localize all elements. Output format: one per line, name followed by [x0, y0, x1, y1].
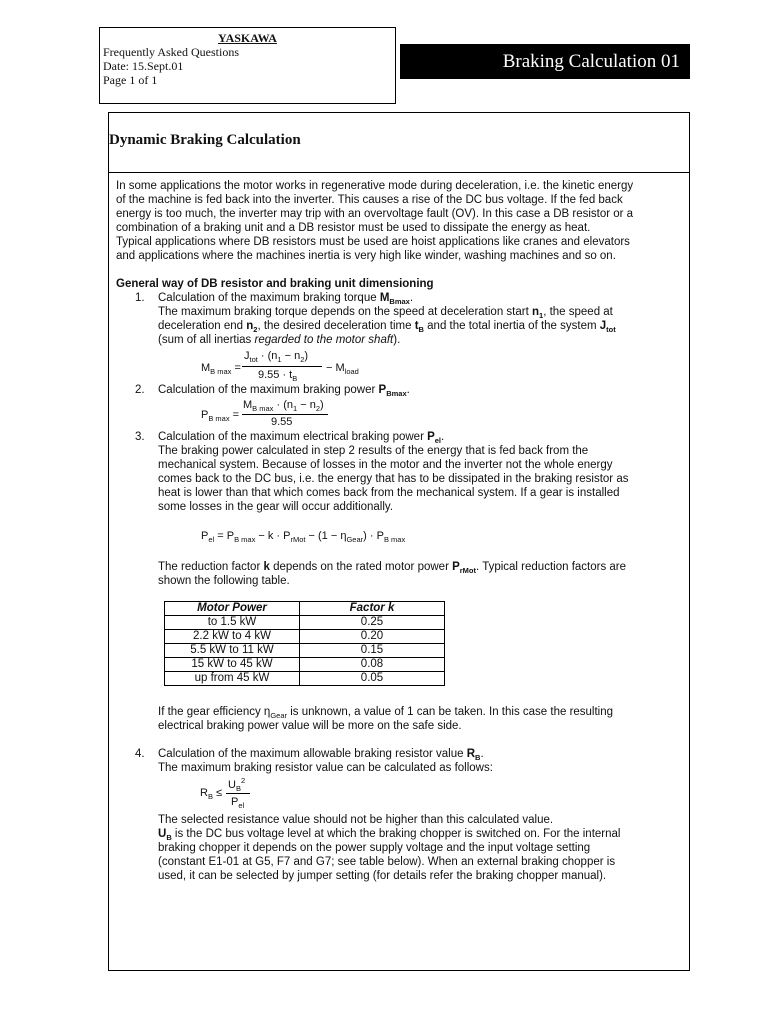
step3-text: The braking power calculated in step 2 results of the energy that is fed back from the: [158, 445, 589, 457]
intro-line: of the machine is fed back into the inverter. This causes a rise of the DC bus voltage. If the fed back: [116, 194, 623, 206]
section-title: Dynamic Braking Calculation: [109, 132, 301, 148]
formula-lhs: $P_{B max}$ =: [201, 409, 240, 423]
table-row: [165, 672, 445, 686]
formula-lhs: $R_B$ ≤: [200, 787, 223, 801]
step4-text: $U_B$ is the DC bus voltage level at which the braking chopper is switched on. For the internal: [158, 828, 621, 842]
reduction-factor-table: [164, 601, 445, 686]
title-banner: [400, 44, 690, 79]
step1-title: Calculation of the maximum braking torque $M_{Bmax}$.: [158, 292, 414, 306]
fraction-bar: [226, 793, 250, 794]
step3-text: some losses in the gear will occur additionally.: [158, 501, 394, 513]
table-cell: 0.15: [300, 644, 445, 658]
step-number: 1.: [135, 292, 145, 304]
doc-date: Date: 15.Sept.01: [103, 59, 184, 73]
table-cell: up from 45 kW: [165, 672, 300, 686]
step-number: 2.: [135, 384, 145, 396]
intro-line: and applications where the machines inertia is very high like winder, washing machines and so on.: [116, 250, 616, 262]
page-number: Page 1 of 1: [103, 73, 158, 87]
formula-numerator: $M_{B max} \cdot (n_1 - n_2)$: [243, 399, 324, 413]
formula-electrical-braking-power: $P_{el} = P_{B max} - k \cdot P_{rMot} - (1 - \eta_{Gear}) \cdot P_{B max}$: [201, 530, 406, 544]
formula-numerator: $J_{tot} \cdot (n_1 - n_2)$: [244, 350, 309, 364]
step3-text: mechanical system. Because of losses in the motor and the inverter not the whole energy: [158, 459, 613, 471]
step-number: 3.: [135, 431, 145, 443]
header-info-box: [99, 27, 396, 104]
table-cell: to 1.5 kW: [165, 616, 300, 630]
table-row: [165, 630, 445, 644]
table-cell: 15 kW to 45 kW: [165, 658, 300, 672]
table-cell: 0.08: [300, 658, 445, 672]
step4-text: The maximum braking resistor value can be calculated as follows:: [158, 762, 493, 774]
general-heading: General way of DB resistor and braking unit dimensioning: [116, 278, 434, 290]
table-cell: 5.5 kW to 11 kW: [165, 644, 300, 658]
doc-type: Frequently Asked Questions: [103, 45, 239, 59]
table-row: [165, 658, 445, 672]
formula-tail: − $M_{load}$: [326, 362, 359, 376]
fraction-bar: [242, 366, 322, 367]
intro-line: Typical applications where DB resistors must be used are hoist applications like cranes and elevators: [116, 236, 630, 248]
step4-text: The selected resistance value should not be higher than this calculated value.: [158, 814, 554, 826]
step-number: 4.: [135, 748, 145, 760]
step3-text: heat is lower than that which comes back from the mechanical system. If a gear is installed: [158, 487, 620, 499]
intro-line: combination of a braking unit and a DB resistor must be used to dissipate the energy as heat.: [116, 222, 591, 234]
step1-text: deceleration end $n_2$, the desired deceleration time $t_B$ and the total inertia of the system $J_{tot}$: [158, 320, 616, 334]
step3-text: comes back to the DC bus, i.e. the energy that has to be dissipated in the braking resistor as: [158, 473, 629, 485]
column-header: Factor k: [300, 602, 445, 616]
formula-denominator: 9.55: [271, 416, 293, 428]
fraction-bar: [242, 414, 328, 415]
reduction-factor-text: shown the following table.: [158, 575, 290, 587]
table-row: [165, 644, 445, 658]
table-cell: 0.25: [300, 616, 445, 630]
table-cell: 0.20: [300, 630, 445, 644]
intro-line: energy is too much, the inverter may trip with an overvoltage fault (OV). In this case a DB resistor or a: [116, 208, 634, 220]
table-row: [165, 616, 445, 630]
step2-title: Calculation of the maximum braking power $P_{Bmax}$.: [158, 384, 410, 398]
intro-line: In some applications the motor works in regenerative mode during deceleration, i.e. the kinetic energy: [116, 180, 634, 192]
gear-efficiency-text: If the gear efficiency $\eta_{Gear}$ is unknown, a value of 1 can be taken. In this case the resulting: [158, 706, 614, 720]
step3-title: Calculation of the maximum electrical braking power $P_{el}$.: [158, 431, 445, 445]
step4-title: Calculation of the maximum allowable braking resistor value $R_B$.: [158, 748, 484, 762]
step4-text: (constant E1-01 at G5, F7 and G7; see table below). When an external braking chopper is: [158, 856, 616, 868]
step1-text: (sum of all inertias regarded to the motor shaft).: [158, 334, 401, 346]
section-heading-area: [109, 113, 689, 173]
table-cell: 2.2 kW to 4 kW: [165, 630, 300, 644]
step4-text: braking chopper it depends on the power supply voltage and the input voltage setting: [158, 842, 591, 854]
table-cell: 0.05: [300, 672, 445, 686]
step1-text: The maximum braking torque depends on the speed at deceleration start $n_1$, the speed at: [158, 306, 613, 320]
company-name: YASKAWA: [218, 31, 277, 45]
reduction-factor-text: The reduction factor k depends on the rated motor power $P_{rMot}$. Typical reduction factors are: [158, 561, 627, 575]
document-title: Braking Calculation 01: [502, 51, 680, 72]
gear-efficiency-text: electrical braking power value will be more on the safe side.: [158, 720, 462, 732]
formula-numerator: $U_B^2$: [228, 776, 246, 793]
formula-denominator: $P_{el}$: [231, 796, 245, 810]
table-header-row: [165, 602, 445, 616]
formula-denominator: $9.55 \cdot t_B$: [258, 369, 298, 383]
formula-lhs: $M_{B max}$ =: [201, 362, 241, 376]
column-header: Motor Power: [165, 602, 300, 616]
step4-text: used, it can be selected by jumper setting (for details refer the braking chopper manual).: [158, 870, 607, 882]
